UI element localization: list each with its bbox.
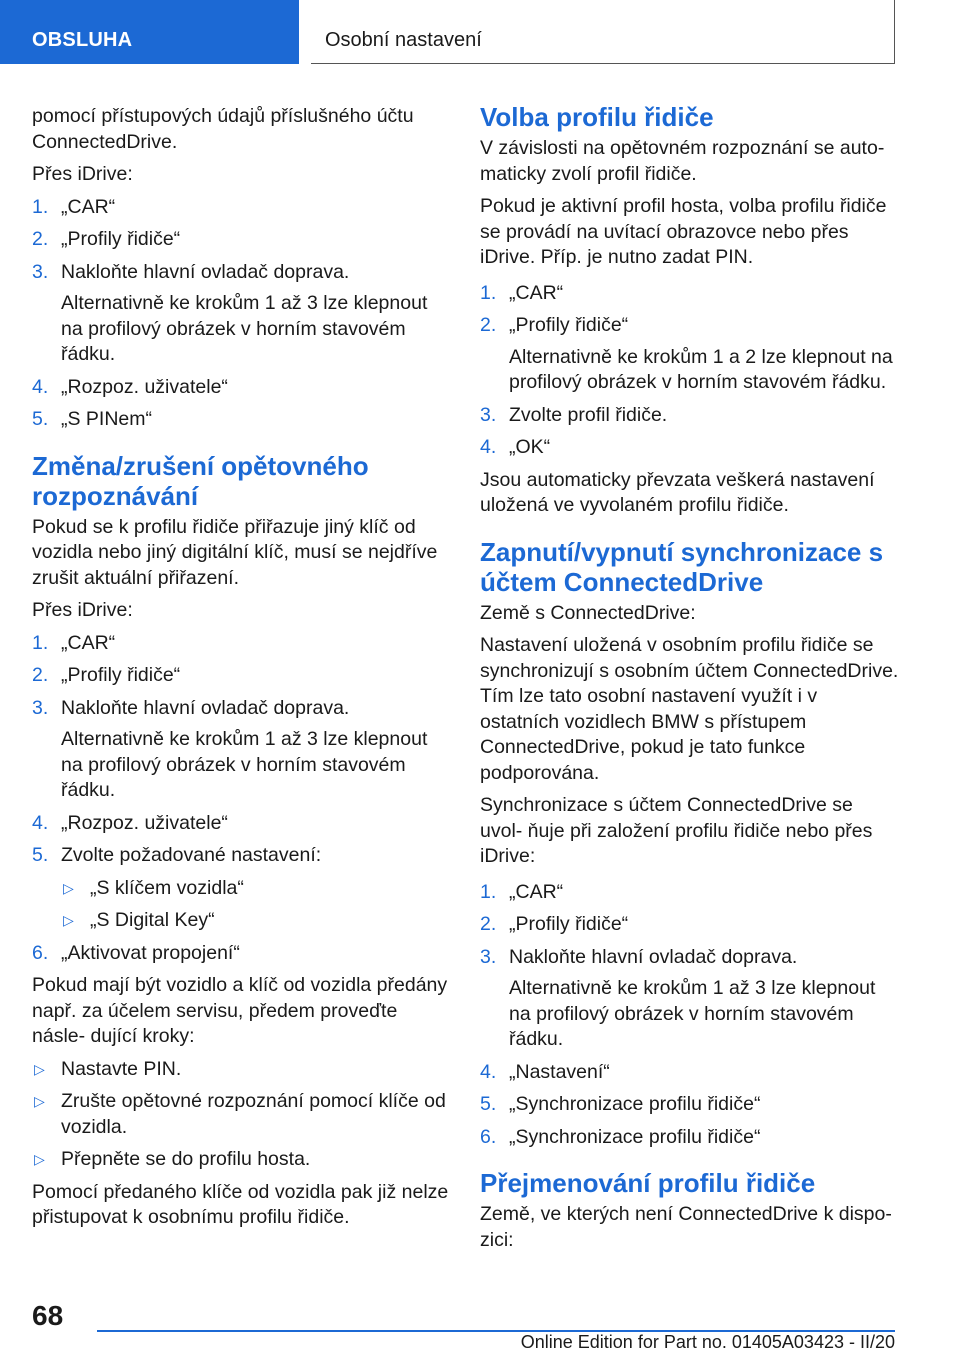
list-item: [32, 811, 450, 837]
step-number: 2.: [32, 664, 49, 686]
chapter-title: Osobní nastavení: [325, 29, 482, 51]
step-text: „Profily řidiče“: [61, 664, 181, 686]
step-note: Alternativně ke krokům 1 až 3 lze klepnout na profilový obrázek v horním stavovém řádku.: [61, 292, 428, 365]
step-number: 6.: [480, 1125, 497, 1148]
list-item: [32, 1147, 450, 1173]
step-text: „Aktivovat propojení“: [61, 941, 240, 964]
step-text: „CAR“: [509, 281, 564, 304]
triangle-bullet-icon: ▷: [34, 1093, 45, 1109]
right-column: [480, 102, 900, 1260]
list-item: [32, 631, 450, 657]
step-number: 2.: [480, 314, 497, 336]
list-item: [61, 876, 450, 902]
list-item: [480, 945, 900, 1053]
step-text: „Rozpoz. uživatele“: [61, 811, 228, 834]
step-number: 2.: [32, 228, 49, 250]
step-text: „S PINem“: [61, 408, 153, 430]
section-heading: Volba profilu řidiče: [480, 102, 714, 132]
step-number: 5.: [480, 1093, 497, 1115]
list-item: [480, 403, 900, 429]
bullet-text: Nastavte PIN.: [61, 1057, 182, 1080]
list-item: [480, 435, 900, 461]
step-number: 2.: [480, 913, 497, 935]
step-text: Nakloňte hlavní ovladač doprava.: [509, 945, 798, 968]
section-heading: Přejmenování profilu řidiče: [480, 1168, 816, 1198]
step-text: „CAR“: [61, 631, 116, 654]
paragraph: V závislosti na opětovném rozpoznání se auto- maticky zvolí profil řidiče.: [480, 137, 885, 185]
paragraph: Pomocí předaného klíče od vozidla pak již nelze přistupovat k osobnímu profilu řidiče.: [32, 1180, 449, 1228]
section-heading: Zapnutí/vypnutí synchronizace s účtem ConnectedDrive: [480, 536, 884, 597]
list-item: [32, 696, 450, 804]
via-idrive-label: Přes iDrive:: [32, 599, 133, 621]
list-item: [480, 880, 900, 906]
step-text: „Rozpoz. uživatele“: [61, 375, 228, 398]
list-item: [32, 1089, 450, 1140]
list-item: [32, 375, 450, 401]
paragraph: Jsou automaticky převzata veškerá nastavení uložená ve vyvolaném profilu řidiče.: [480, 468, 875, 516]
list-item: [480, 313, 900, 396]
list-item: [32, 1057, 450, 1083]
list-item: [32, 227, 450, 253]
step-number: 1.: [480, 880, 497, 903]
step-text: Zvolte požadované nastavení:: [61, 844, 322, 866]
steps-list: [480, 281, 900, 461]
list-item: [32, 941, 450, 967]
paragraph: Nastavení uložená v osobním profilu řidiče se synchronizují s osobním účtem ConnectedDrive. Tím lze tato osobní nastavení využít i v ostatních vozidlech BMW s přístupem ConnectedDrive, pokud je tato funkce podporována.: [480, 634, 899, 784]
section-label: OBSLUHA: [32, 29, 133, 51]
step-text: Nakloňte hlavní ovladač doprava.: [61, 696, 350, 719]
triangle-bullet-icon: ▷: [63, 879, 74, 896]
options-list: [61, 876, 450, 934]
steps-list: [480, 880, 900, 1151]
step-text: Nakloňte hlavní ovladač doprava.: [61, 260, 350, 283]
bullet-text: Zrušte opětovné rozpoznání pomocí klíče od vozidla.: [61, 1090, 446, 1138]
section-heading: Změna/zrušení opětovného rozpoznávání: [32, 450, 369, 511]
triangle-bullet-icon: ▷: [34, 1060, 45, 1077]
section-tab: [0, 0, 299, 64]
list-item: [480, 1092, 900, 1118]
step-number: 3.: [480, 403, 497, 426]
paragraph: Pokud se k profilu řidiče přiřazuje jiný klíč od vozidla nebo jiný digitální klíč, musí se nejdříve zrušit aktuální přiřazení.: [32, 515, 438, 589]
step-number: 4.: [32, 811, 49, 834]
list-item: [32, 843, 450, 934]
paragraph: Země, ve kterých není ConnectedDrive k dispo- zici:: [480, 1203, 892, 1251]
left-column: [32, 104, 450, 1238]
step-text: „Profily řidiče“: [509, 314, 629, 336]
chapter-title-box: [311, 0, 895, 64]
step-number: 1.: [480, 281, 497, 304]
step-note: Alternativně ke krokům 1 a 2 lze klepnout na profilový obrázek v horním stavovém řádku.: [509, 345, 893, 393]
step-note: Alternativně ke krokům 1 až 3 lze klepnout na profilový obrázek v horním stavovém řádku.: [509, 977, 876, 1050]
edition-note: Online Edition for Part no. 01405A03423 - II/20: [520, 1332, 895, 1352]
step-text: „Nastavení“: [509, 1060, 610, 1083]
step-note: Alternativně ke krokům 1 až 3 lze klepnout na profilový obrázek v horním stavovém řádku.: [61, 728, 428, 801]
list-item: [480, 1060, 900, 1086]
step-text: „Profily řidiče“: [509, 913, 629, 935]
list-item: [32, 663, 450, 689]
steps-list: [32, 631, 450, 967]
step-number: 5.: [32, 844, 49, 866]
paragraph: Pokud mají být vozidlo a klíč od vozidla předány např. za účelem servisu, předem proveďte násle- dující kroky:: [32, 974, 448, 1047]
step-number: 3.: [480, 945, 497, 968]
triangle-bullet-icon: ▷: [34, 1151, 45, 1167]
triangle-bullet-icon: ▷: [63, 912, 74, 928]
paragraph: Pokud je aktivní profil hosta, volba profilu řidiče se provádí na uvítací obrazovce nebo přes iDrive. Příp. je nutno zadat PIN.: [480, 195, 887, 268]
list-item: [61, 908, 450, 934]
step-text: „Synchronizace profilu řidiče“: [509, 1093, 761, 1115]
list-item: [32, 195, 450, 221]
list-item: [480, 281, 900, 307]
steps-list: [32, 195, 450, 433]
step-number: 3.: [32, 696, 49, 719]
option-text: „S Digital Key“: [90, 909, 215, 931]
option-text: „S klíčem vozidla“: [90, 876, 244, 899]
step-number: 6.: [32, 941, 49, 964]
page-number: 68: [32, 1300, 64, 1331]
list-item: [480, 1125, 900, 1151]
step-number: 5.: [32, 408, 49, 430]
bullet-text: Přepněte se do profilu hosta.: [61, 1148, 311, 1170]
list-item: [32, 407, 450, 433]
step-number: 1.: [32, 195, 49, 218]
intro-paragraph: pomocí přístupových údajů příslušného účtu ConnectedDrive.: [32, 105, 414, 153]
step-text: „Profily řidiče“: [61, 228, 181, 250]
step-number: 4.: [480, 436, 497, 458]
list-item: [480, 912, 900, 938]
paragraph: Země s ConnectedDrive:: [480, 601, 696, 624]
step-text: „OK“: [509, 436, 551, 458]
step-number: 4.: [480, 1060, 497, 1083]
paragraph: Synchronizace s účtem ConnectedDrive se uvol- ňuje při založení profilu řidiče nebo přes iDrive:: [480, 794, 873, 867]
step-text: „CAR“: [61, 195, 116, 218]
via-idrive-label: Přes iDrive:: [32, 163, 133, 185]
step-number: 1.: [32, 631, 49, 654]
step-text: Zvolte profil řidiče.: [509, 403, 668, 426]
step-number: 4.: [32, 375, 49, 398]
list-item: [32, 260, 450, 368]
step-text: „CAR“: [509, 880, 564, 903]
step-text: „Synchronizace profilu řidiče“: [509, 1125, 761, 1148]
handover-list: [32, 1057, 450, 1173]
step-number: 3.: [32, 260, 49, 283]
